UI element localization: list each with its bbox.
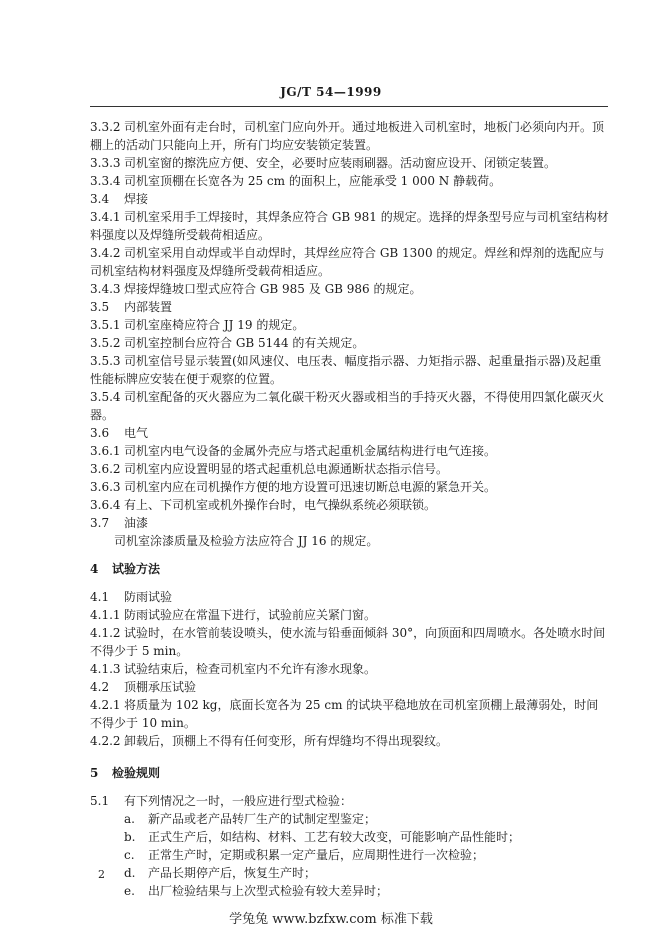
header-rule <box>90 106 608 107</box>
clause <box>90 732 610 750</box>
section-title: 检验规则 <box>112 766 161 780</box>
clause <box>90 280 610 298</box>
clause-number: 4.1 <box>90 590 110 604</box>
clause-text: 电气 <box>124 426 149 440</box>
list-item-text: 产品长期停产后，恢复生产时； <box>148 866 317 880</box>
clause <box>90 154 610 172</box>
clause-text: 司机室信号显示装置(如风速仪、电压表、幅度指示器、力矩指示器、起重量指示器)及起重性能标牌应安装在便于观察的位置。 <box>90 354 602 386</box>
paragraph-3-7: 司机室涂漆质量及检验方法应符合 JJ 16 的规定。 <box>114 534 379 548</box>
clause-number: 5.1 <box>90 794 110 808</box>
clause <box>90 424 610 442</box>
clause-number: 3.6.3 <box>90 480 121 494</box>
list-item-text: 出厂检验结果与上次型式检验有较大差异时； <box>148 884 389 898</box>
clause-text: 司机室座椅应符合 JJ 19 的规定。 <box>124 318 305 332</box>
clause-number: 4.1.1 <box>90 608 121 622</box>
clause-number: 3.5 <box>90 300 110 314</box>
clause-number: 4.2.2 <box>90 734 121 748</box>
clause-text: 内部装置 <box>124 300 173 314</box>
clause <box>90 496 610 514</box>
clause <box>90 442 610 460</box>
clause-number: 3.6.1 <box>90 444 121 458</box>
clause-number: 3.4.1 <box>90 210 121 224</box>
list-item-label: b. <box>124 830 136 844</box>
clause-text: 防雨试验应在常温下进行，试验前应关紧门窗。 <box>124 608 377 622</box>
list-item-label: d. <box>124 866 136 880</box>
clause-number: 3.3.2 <box>90 120 121 134</box>
clause-text: 司机室窗的擦洗应方便、安全，必要时应装雨刷器。活动窗应设开、闭锁定装置。 <box>124 156 557 170</box>
clause <box>90 514 610 532</box>
list-item <box>90 882 610 900</box>
clause <box>90 208 610 244</box>
clause-number: 3.5.1 <box>90 318 121 332</box>
list-item <box>90 846 610 864</box>
clause-text: 司机室配备的灭火器应为二氧化碳干粉灭火器或相当的手持灭火器，不得使用四氯化碳灭火器。 <box>90 390 605 422</box>
clause-number: 3.4.3 <box>90 282 121 296</box>
clause <box>90 388 610 424</box>
clause <box>90 244 610 280</box>
section-3-clauses <box>90 118 610 532</box>
watermark: 学兔兔 www.bzfxw.com 标准下载 <box>229 912 433 927</box>
section-4-clauses <box>90 588 610 750</box>
clause <box>90 624 610 660</box>
clause <box>90 352 610 388</box>
clause-number: 3.5.4 <box>90 390 121 404</box>
clause-text: 卸载后，顶棚上不得有任何变形，所有焊缝均不得出现裂纹。 <box>124 734 449 748</box>
clause <box>90 460 610 478</box>
clause <box>90 678 610 696</box>
clause-number: 3.4 <box>90 192 110 206</box>
clause-number: 4.1.3 <box>90 662 121 676</box>
clause <box>90 478 610 496</box>
clause-text: 试验时，在水管前装设喷头，使水流与铅垂面倾斜 30°，向顶面和四周喷水。各处喷水时间不得少于 5 min。 <box>90 626 606 658</box>
clause-text: 司机室顶棚在长宽各为 25 cm 的面积上，应能承受 1 000 N 静载荷。 <box>124 174 502 188</box>
clause <box>90 588 610 606</box>
clause-text: 司机室控制台应符合 GB 5144 的有关规定。 <box>124 336 365 350</box>
clause-text: 焊接 <box>124 192 149 206</box>
clause-text: 司机室内应设置明显的塔式起重机总电源通断状态指示信号。 <box>124 462 449 476</box>
clause-number: 3.7 <box>90 516 110 530</box>
clause <box>90 190 610 208</box>
clause <box>90 172 610 190</box>
list-item <box>90 864 610 882</box>
clause-number: 4.2 <box>90 680 110 694</box>
list-item-label: a. <box>124 812 135 826</box>
list-item-label: e. <box>124 884 135 898</box>
section-number: 4 <box>90 562 99 576</box>
clause <box>90 334 610 352</box>
clause <box>90 606 610 624</box>
list-item-text: 正式生产后，如结构、材料、工艺有较大改变，可能影响产品性能时； <box>148 830 521 844</box>
clause-number: 3.5.3 <box>90 354 121 368</box>
list-item-text: 新产品或老产品转厂生产的试制定型鉴定； <box>148 812 377 826</box>
clause-number: 3.6.2 <box>90 462 121 476</box>
clause-text: 司机室内电气设备的金属外壳应与塔式起重机金属结构进行电气连接。 <box>124 444 497 458</box>
document-body <box>90 118 610 900</box>
section-4-heading <box>90 560 610 578</box>
clause <box>90 316 610 334</box>
clause-text: 试验结束后，检查司机室内不允许有渗水现象。 <box>124 662 377 676</box>
list-item-label: c. <box>124 848 135 862</box>
clause-number: 4.2.1 <box>90 698 121 712</box>
clause-text: 司机室采用手工焊接时，其焊条应符合 GB 981 的规定。选择的焊条型号应与司机室结构材料强度以及焊缝所受载荷相适应。 <box>90 210 609 242</box>
clause-number: 3.6.4 <box>90 498 121 512</box>
clause-text: 有上、下司机室或机外操作台时，电气操纵系统必须联锁。 <box>124 498 437 512</box>
section-5-heading <box>90 764 610 782</box>
clause-text: 将质量为 102 kg，底面长宽各为 25 cm 的试块平稳地放在司机室顶棚上最薄弱处，时间不得少于 10 min。 <box>90 698 599 730</box>
clause <box>90 298 610 316</box>
list-item-text: 正常生产时，定期或积累一定产量后，应周期性进行一次检验； <box>148 848 485 862</box>
clause-text: 焊接焊缝坡口型式应符合 GB 985 及 GB 986 的规定。 <box>124 282 422 296</box>
clause <box>90 118 610 154</box>
clause-5-1 <box>90 792 610 810</box>
clause-number: 3.3.3 <box>90 156 121 170</box>
clause-text: 司机室外面有走台时，司机室门应向外开。通过地板进入司机室时，地板门必须向内开。顶棚上的活动门只能向上开，所有门均应安装锁定装置。 <box>90 120 605 152</box>
clause-number: 3.3.4 <box>90 174 121 188</box>
clause-text: 司机室采用自动焊或半自动焊时，其焊丝应符合 GB 1300 的规定。焊丝和焊剂的选配应与司机室结构材料强度及焊缝所受载荷相适应。 <box>90 246 605 278</box>
clause <box>90 696 610 732</box>
page-number: 2 <box>98 868 105 881</box>
clause-text: 司机室内应在司机操作方便的地方设置可迅速切断总电源的紧急开关。 <box>124 480 497 494</box>
clause <box>90 660 610 678</box>
section-number: 5 <box>90 766 99 780</box>
clause-text: 有下列情况之一时，一般应进行型式检验： <box>124 794 353 808</box>
clause-text: 防雨试验 <box>124 590 173 604</box>
clause-text: 顶棚承压试验 <box>124 680 197 694</box>
document-header: JG/T 54—1999 <box>280 85 382 99</box>
section-title: 试验方法 <box>112 562 161 576</box>
list-item <box>90 828 610 846</box>
clause-text: 油漆 <box>124 516 149 530</box>
clause-number: 3.5.2 <box>90 336 121 350</box>
list-item <box>90 810 610 828</box>
inspection-conditions-list <box>90 810 610 900</box>
clause-number: 4.1.2 <box>90 626 121 640</box>
clause-number: 3.6 <box>90 426 110 440</box>
clause-number: 3.4.2 <box>90 246 121 260</box>
